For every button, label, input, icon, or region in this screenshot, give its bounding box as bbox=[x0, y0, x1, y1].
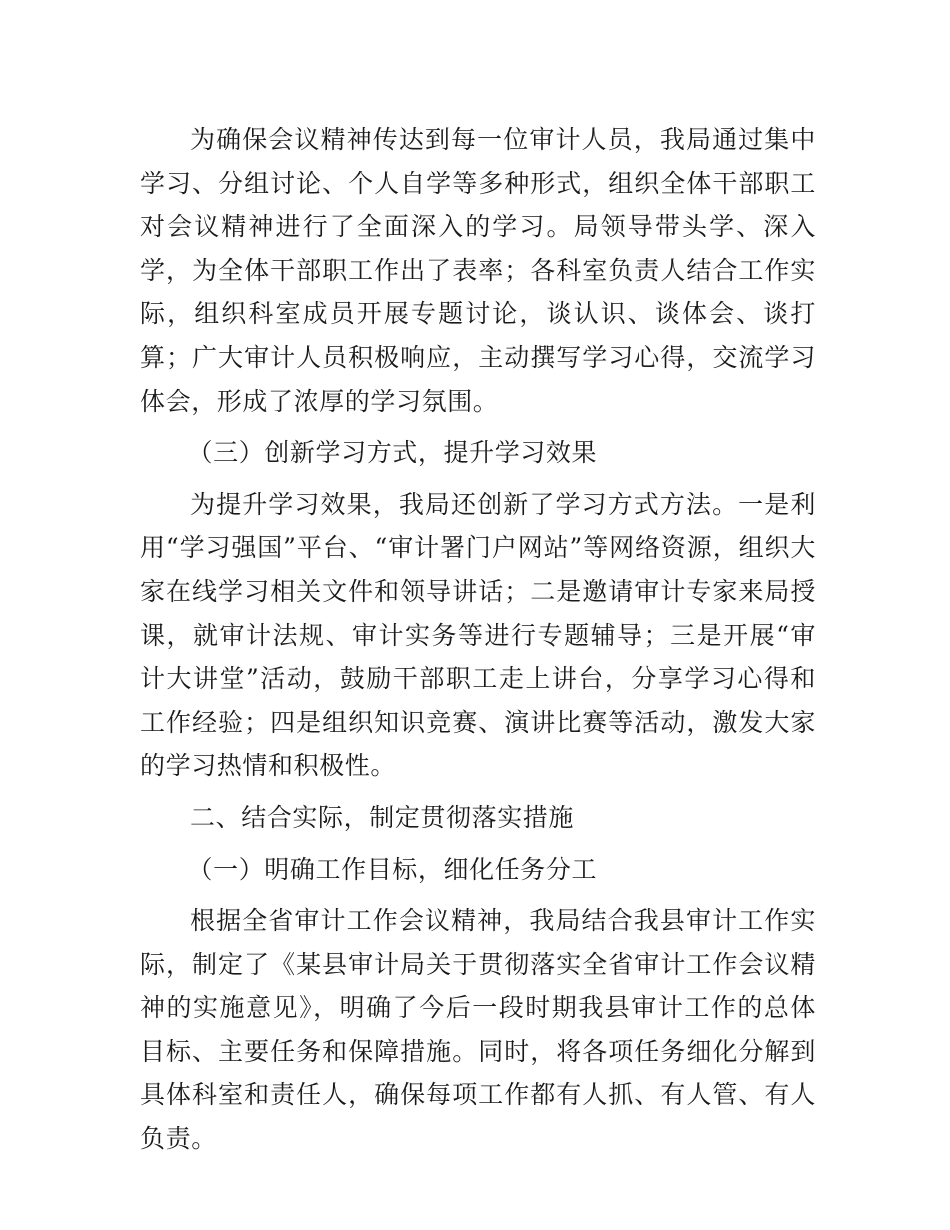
document-body bbox=[140, 118, 816, 1169]
subheading-innovate-study: （三）创新学习方式，提升学习效果 bbox=[187, 438, 598, 468]
paragraph-implementation-plan: 根据全省审计工作会议精神，我局结合我县审计工作实际，制定了《某县审计局关于贯彻落实全省审计工作会议精神的实施意见》，明确了今后一段时期我县审计工作的总体目标、主要任务和保障措施。同时，将各项任务细化分解到具体科室和责任人，确保每项工作都有人抓、有人管、有人负责。 bbox=[140, 906, 816, 1154]
subheading-work-goals: （一）明确工作目标，细化任务分工 bbox=[187, 854, 598, 884]
section-heading-measures: 二、结合实际，制定贯彻落实措施 bbox=[190, 802, 575, 832]
paragraph-study-forms: 为确保会议精神传达到每一位审计人员，我局通过集中学习、分组讨论、个人自学等多种形式，组织全体干部职工对会议精神进行了全面深入的学习。局领导带头学、深入学，为全体干部职工作出了表率；各科室负责人结合工作实际，组织科室成员开展专题讨论，谈认识、谈体会、谈打算；广大审计人员积极响应，主动撰写学习心得，交流学习体会，形成了浓厚的学习氛围。 bbox=[140, 125, 816, 416]
paragraph-study-methods: 为提升学习效果，我局还创新了学习方式方法。一是利用“学习强国”平台、“审计署门户网站”等网络资源，组织大家在线学习相关文件和领导讲话；二是邀请审计专家来局授课，就审计法规、审计实务等进行专题辅导；三是开展“审计大讲堂”活动，鼓励干部职工走上讲台，分享学习心得和工作经验；四是组织知识竞赛、演讲比赛等活动，激发大家的学习热情和积极性。 bbox=[140, 489, 816, 781]
